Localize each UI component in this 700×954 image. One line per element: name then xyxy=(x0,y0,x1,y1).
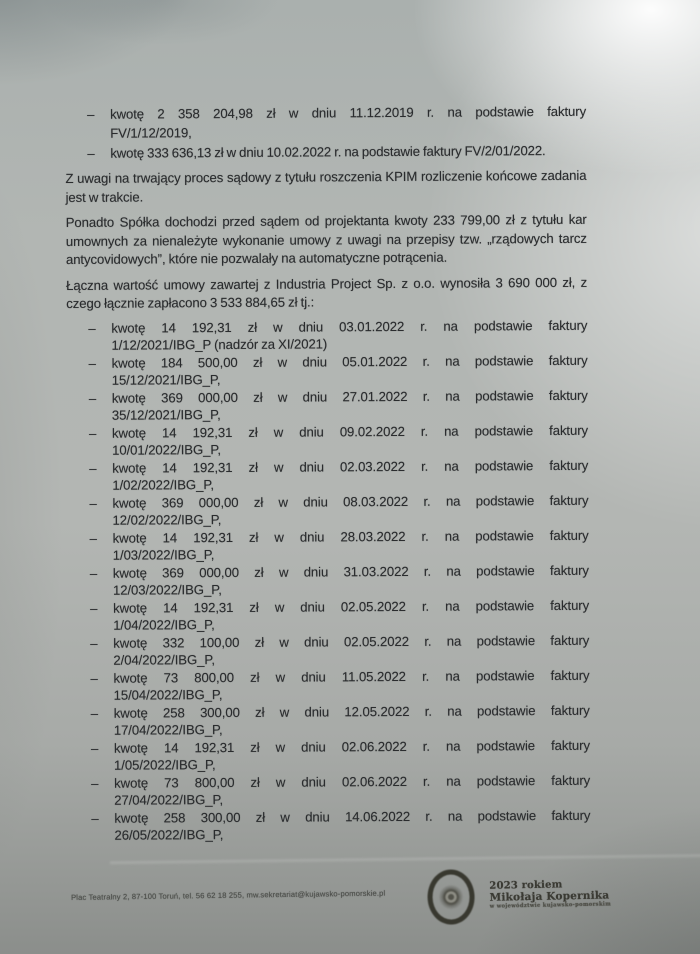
footer-address: Plac Teatralny 2, 87-100 Toruń, tel. 56 62 18 255, mw.sekretariat@kujawsko-pomorskie.pl xyxy=(71,888,386,902)
payment-list-item xyxy=(68,597,589,635)
payment-list-item xyxy=(67,422,588,460)
payment-line-amount: kwotę 14 192,31 zł w dniu 02.05.2022 r. na podstawie faktury xyxy=(113,597,590,616)
payment-line-invoice: 1/05/2022/IBG_P, xyxy=(113,757,216,774)
payment-line-invoice: 35/12/2021/IBG_P, xyxy=(111,407,221,424)
dash-bullet: – xyxy=(90,635,98,651)
payment-line-invoice: 1/03/2022/IBG_P, xyxy=(112,547,215,564)
payment-line-amount: kwotę 369 000,00 zł w dniu 27.01.2022 r. na podstawie faktury xyxy=(111,387,588,406)
dash-bullet: – xyxy=(88,320,96,336)
payment-line-amount: kwotę 258 300,00 zł w dniu 14.06.2022 r. na podstawie faktury xyxy=(114,807,591,826)
payment-list-item xyxy=(67,387,588,425)
payment-line-amount: kwotę 14 192,31 zł w dniu 09.02.2022 r. na podstawie faktury xyxy=(111,422,589,441)
payment-line-invoice: 27/04/2022/IBG_P, xyxy=(114,792,224,809)
dash-bullet: – xyxy=(90,600,98,616)
dash-bullet: – xyxy=(90,740,99,756)
payment-line-amount: kwotę 258 300,00 zł w dniu 12.05.2022 r. na podstawie faktury xyxy=(113,702,590,721)
payment-line-amount: kwotę 2 358 204,98 zł w dniu 11.12.2019 r. na podstawie faktury xyxy=(110,103,587,122)
logo-subtitle-line: w województwie kujawsko-pomorskim xyxy=(489,901,612,910)
payment-line-invoice: 15/12/2021/IBG_P, xyxy=(111,372,221,389)
payment-line-amount: kwotę 73 800,00 zł w dniu 11.05.2022 r. na podstawie faktury xyxy=(113,667,590,686)
dash-bullet: – xyxy=(89,530,97,546)
payment-line-invoice: 17/04/2022/IBG_P, xyxy=(113,722,223,739)
payment-list-item xyxy=(65,141,586,163)
payment-line-amount: kwotę 14 192,31 zł w dniu 03.01.2022 r. na podstawie faktury xyxy=(111,317,588,336)
payment-line-invoice: 2/04/2022/IBG_P, xyxy=(113,652,215,669)
dash-bullet: – xyxy=(88,355,96,371)
payment-line-invoice: 10/01/2022/IBG_P, xyxy=(112,442,221,459)
payment-line-invoice: 1/12/2021/IBG_P (nadzór za XI/2021) xyxy=(111,336,328,354)
payment-line-amount: kwotę 369 000,00 zł w dniu 31.03.2022 r. na podstawie faktury xyxy=(112,562,589,581)
dash-bullet: – xyxy=(89,495,97,511)
payment-list-item xyxy=(67,352,588,390)
payment-line-amount: kwotę 333 636,13 zł w dniu 10.02.2022 r. na podstawie faktury FV/2/01/2022. xyxy=(110,142,546,161)
paragraph-contract-penalties: Ponadto Spółka dochodzi przed sądem od projektanta kwoty 233 799,00 zł z tytułu kar umownych za nienależyte wykonanie umowy z uwagi na przepisy tzw. „rządowych tarcz antycovidowych”, które nie pozwalały na automatyczne potrącenia. xyxy=(65,212,587,268)
payment-list-item xyxy=(69,702,590,740)
payment-line-amount: kwotę 73 800,00 zł w dniu 02.06.2022 r. na podstawie faktury xyxy=(114,772,591,791)
payment-list-item xyxy=(65,103,586,144)
payment-line-invoice: 12/02/2022/IBG_P, xyxy=(112,512,222,529)
payment-list-item xyxy=(68,527,589,565)
dash-bullet: – xyxy=(90,705,98,721)
payment-line-amount: kwotę 14 192,31 zł w dniu 02.03.2022 r. na podstawie faktury xyxy=(112,457,589,476)
dash-bullet: – xyxy=(87,145,95,161)
payment-line-invoice: 1/02/2022/IBG_P, xyxy=(112,477,214,494)
logo-name-line: Mikołaja Kopernika xyxy=(489,889,610,904)
dash-bullet: – xyxy=(87,106,95,122)
payment-list-item xyxy=(68,667,589,705)
payment-line-invoice: 1/04/2022/IBG_P, xyxy=(113,617,215,634)
payment-line-amount: kwotę 332 100,00 zł w dniu 02.05.2022 r. na podstawie faktury xyxy=(113,632,590,651)
payment-line-amount: kwotę 14 192,31 zł w dniu 28.03.2022 r. na podstawie faktury xyxy=(112,527,589,546)
dash-bullet: – xyxy=(90,670,98,686)
logo-year-line: 2023 rokiem xyxy=(489,879,563,892)
payment-line-invoice: 26/05/2022/IBG_P, xyxy=(114,827,224,844)
payment-list-item xyxy=(69,772,590,810)
dash-bullet: – xyxy=(89,460,97,476)
paper-crease xyxy=(110,854,700,865)
payment-line-invoice: FV/1/12/2019, xyxy=(110,125,192,141)
payment-list-item xyxy=(69,737,590,775)
payment-line-invoice: 15/04/2022/IBG_P, xyxy=(113,687,223,704)
dash-bullet: – xyxy=(88,390,97,406)
copernicus-2023-logo xyxy=(427,865,612,938)
dash-bullet: – xyxy=(91,810,99,826)
document-page-text xyxy=(65,103,591,845)
logo-text xyxy=(489,878,611,910)
payments-list-kpim xyxy=(65,103,586,164)
copernicus-eye-icon xyxy=(427,869,475,925)
payment-line-invoice: 12/03/2022/IBG_P, xyxy=(112,582,222,599)
paragraph-industria-contract: Łączna wartość umowy zawartej z Industria Project Sp. z o.o. wynosiła 3 690 000 zł, z czego łącznie zapłacono 3 533 884,65 zł tj.: xyxy=(66,274,588,312)
paragraph-court-process: Z uwagi na trwający proces sądowy z tytułu roszczenia KPIM rozliczenie końcowe zadania jest w trakcie. xyxy=(65,168,587,205)
payment-list-item xyxy=(68,562,589,600)
dash-bullet: – xyxy=(89,565,98,581)
payment-list-item xyxy=(67,457,588,495)
dash-bullet: – xyxy=(88,425,97,441)
payment-line-amount: kwotę 184 500,00 zł w dniu 05.01.2022 r. na podstawie faktury xyxy=(111,352,588,371)
payment-list-item xyxy=(66,317,587,355)
payment-line-amount: kwotę 369 000,00 zł w dniu 08.03.2022 r. na podstawie faktury xyxy=(112,492,589,511)
dash-bullet: – xyxy=(91,775,99,791)
payment-list-item xyxy=(68,632,589,670)
payment-list-item xyxy=(69,807,590,845)
payments-list-industria xyxy=(66,317,590,845)
payment-list-item xyxy=(67,492,588,530)
payment-line-amount: kwotę 14 192,31 zł w dniu 02.06.2022 r. na podstawie faktury xyxy=(113,737,590,756)
